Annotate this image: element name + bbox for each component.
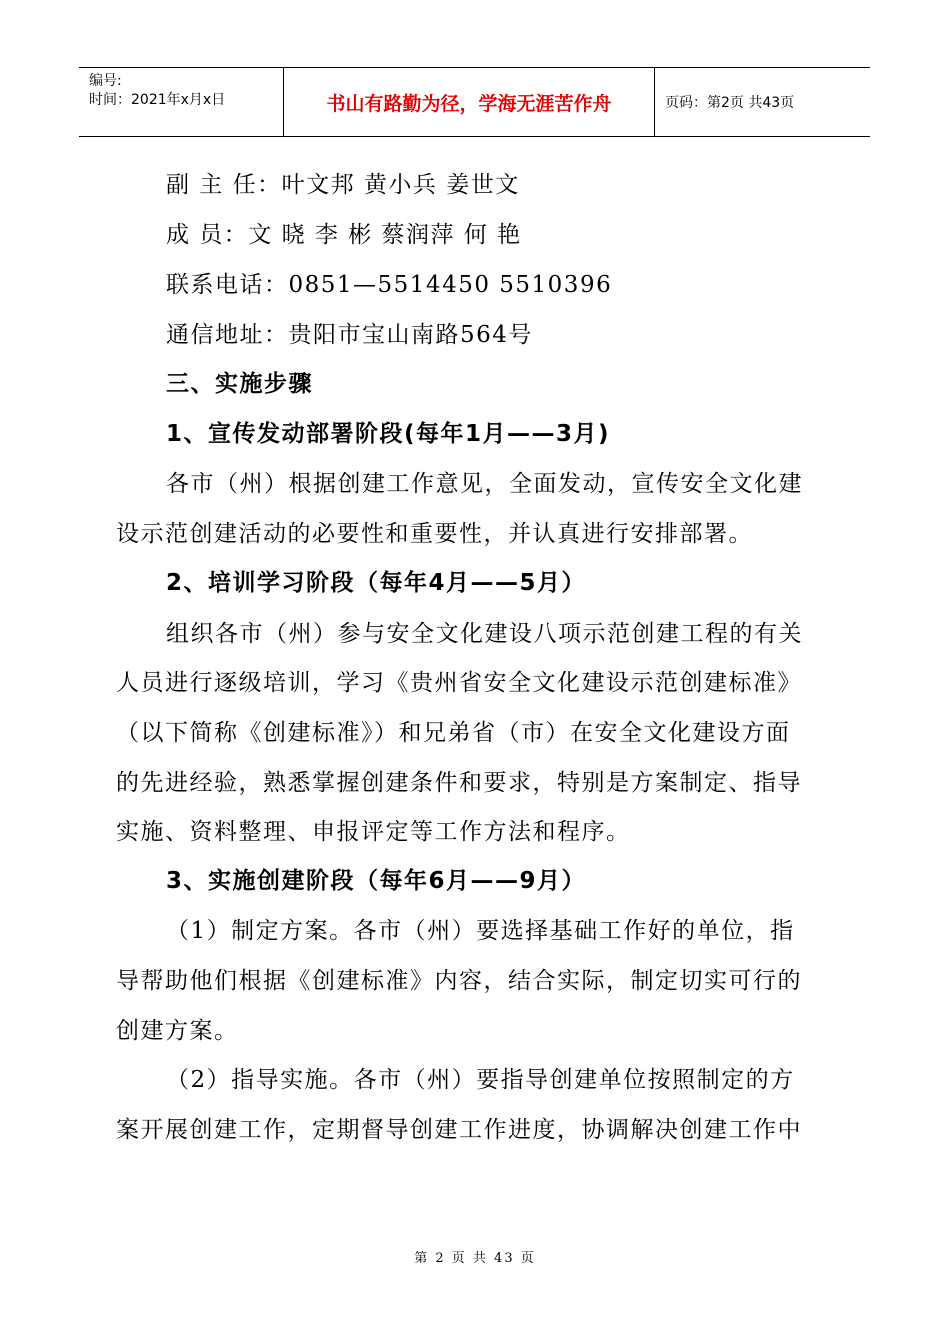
paragraph-line: （2）指导实施。各市（州）要指导创建单位按照制定的方 xyxy=(166,1067,795,1093)
header-left-cell xyxy=(79,68,283,136)
paragraph-line: 创建方案。 xyxy=(116,1018,239,1044)
header-motto: 书山有路勤为径，学海无涯苦作舟 xyxy=(283,68,655,136)
header-page-info: 页码：第2页 共43页 xyxy=(665,95,795,111)
paragraph-line: 导帮助他们根据《创建标准》内容，结合实际，制定切实可行的 xyxy=(116,968,802,994)
paragraph-line: 案开展创建工作，定期督导创建工作进度，协调解决创建工作中 xyxy=(116,1117,802,1143)
text-line: 成 员：文 晓 李 彬 蔡润萍 何 艳 xyxy=(166,222,522,248)
paragraph-line: 实施、资料整理、申报评定等工作方法和程序。 xyxy=(116,819,631,845)
page-footer: 第 2 页 共 43 页 xyxy=(414,1251,536,1266)
subsection-heading: 2、培训学习阶段（每年4月——5月） xyxy=(166,570,587,596)
paragraph-line: 人员进行逐级培训，学习《贵州省安全文化建设示范创建标准》 xyxy=(116,670,802,696)
subsection-heading: 3、实施创建阶段（每年6月——9月） xyxy=(166,868,587,894)
paragraph-line: 各市（州）根据创建工作意见，全面发动，宣传安全文化建 xyxy=(166,471,803,497)
document-date: 时间：2021年x月x日 xyxy=(89,92,226,108)
text-line: 通信地址：贵阳市宝山南路564号 xyxy=(166,322,533,348)
text-line: 副 主 任：叶文邦 黄小兵 姜世文 xyxy=(166,172,520,198)
paragraph-line: 设示范创建活动的必要性和重要性，并认真进行安排部署。 xyxy=(116,521,753,547)
paragraph-line: （1）制定方案。各市（州）要选择基础工作好的单位，指 xyxy=(166,918,795,944)
text-line: 联系电话：0851—5514450 5510396 xyxy=(166,272,613,298)
paragraph-line: 组织各市（州）参与安全文化建设八项示范创建工程的有关 xyxy=(166,621,803,647)
paragraph-line: 的先进经验，熟悉掌握创建条件和要求，特别是方案制定、指导 xyxy=(116,770,802,796)
page-header xyxy=(79,67,870,137)
document-number-label: 编号: xyxy=(89,73,122,89)
paragraph-line: （以下简称《创建标准》）和兄弟省（市）在安全文化建设方面 xyxy=(116,720,791,746)
section-heading: 三、实施步骤 xyxy=(166,371,313,397)
subsection-heading: 1、宣传发动部署阶段(每年1月——3月) xyxy=(166,421,611,447)
